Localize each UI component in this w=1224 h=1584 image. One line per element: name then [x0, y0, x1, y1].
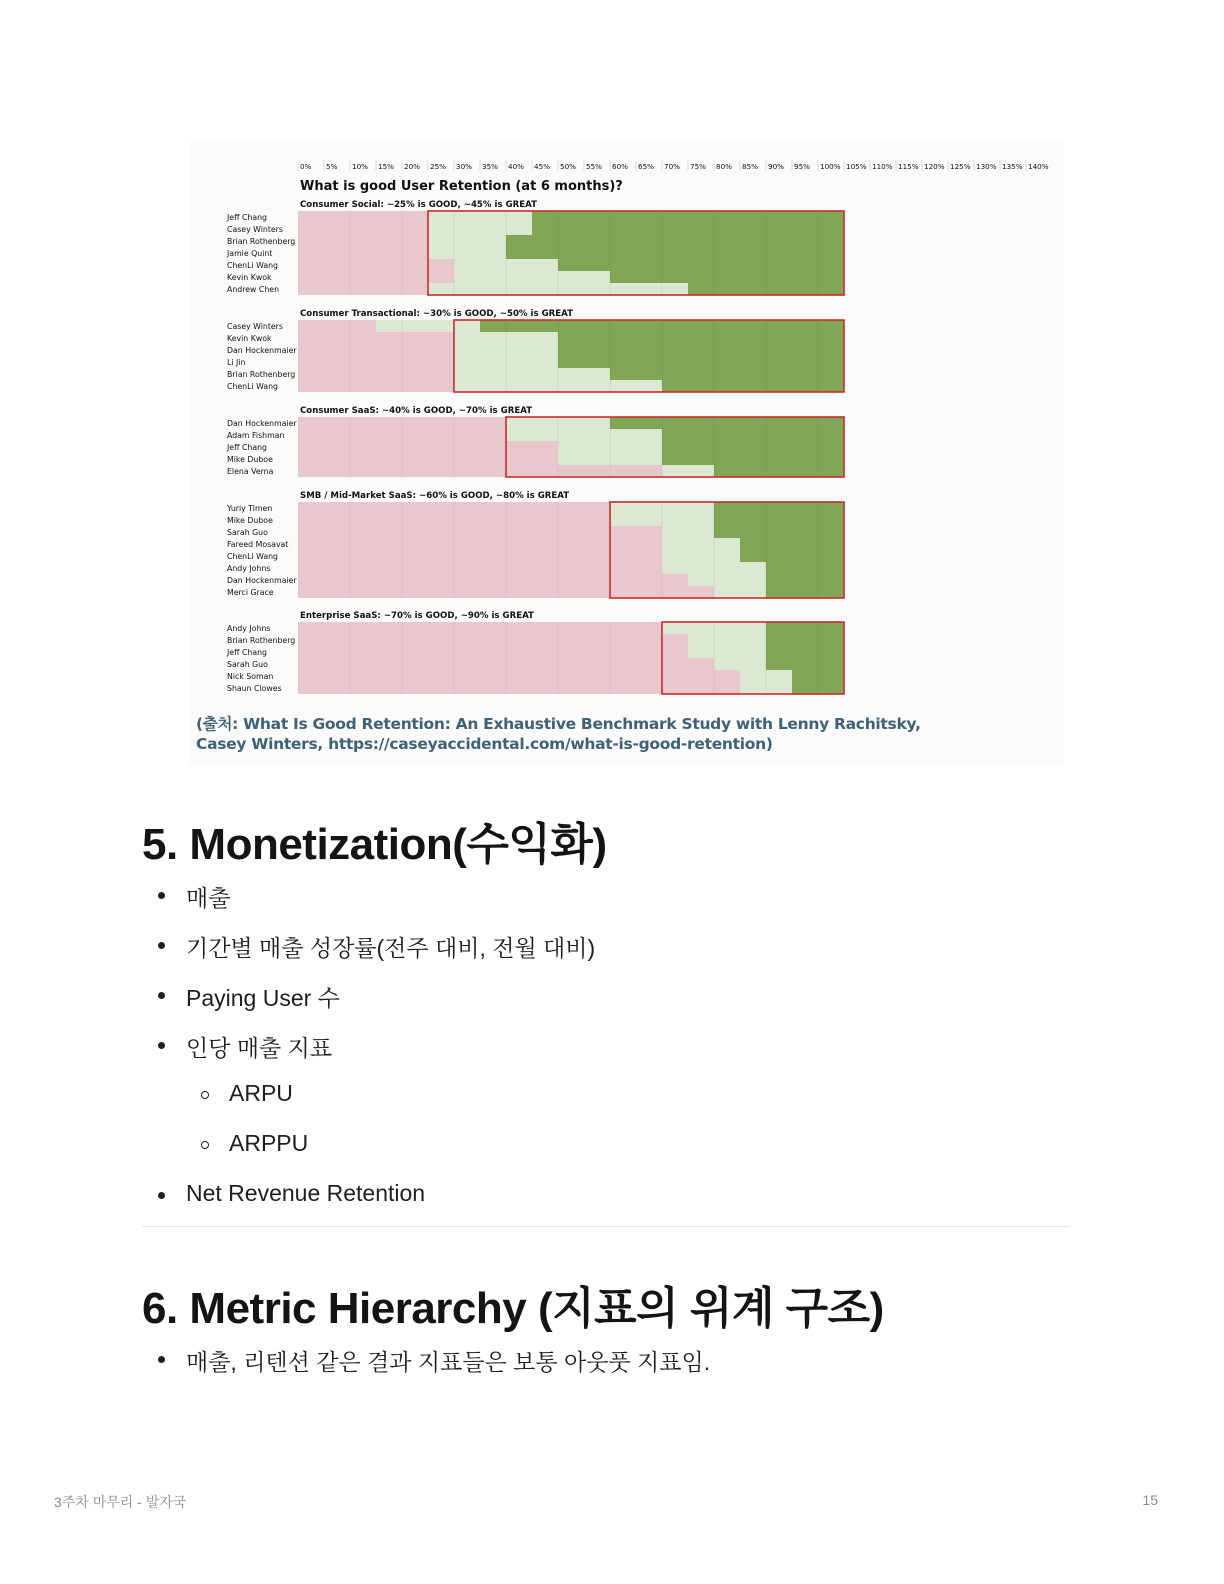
hollow-bullet-icon	[201, 1091, 209, 1099]
row-label: Shaun Clowes	[227, 684, 282, 693]
sub-list-item	[229, 1130, 308, 1157]
panel-title: Consumer SaaS: ~40% is GOOD, ~70% is GREAT	[300, 406, 533, 416]
row-label: ChenLi Wang	[227, 552, 278, 561]
row-label: Andrew Chen	[227, 285, 280, 294]
row-label: Elena Verna	[227, 467, 274, 476]
cell-good	[714, 586, 766, 598]
row-label: Mike Duboe	[227, 455, 273, 464]
x-tick-label: 125%	[950, 162, 971, 171]
row-label: Li Jin	[227, 358, 246, 367]
x-tick-label: 110%	[872, 162, 893, 171]
x-tick-label: 10%	[352, 162, 368, 171]
retention-benchmark-chart	[190, 140, 1064, 714]
cell-below-good	[298, 332, 454, 344]
section-divider	[142, 1226, 1070, 1227]
x-tick-label: 100%	[820, 162, 841, 171]
cell-below-good	[298, 380, 454, 392]
row-label: Andy Johns	[227, 624, 271, 633]
x-tick-label: 25%	[430, 162, 446, 171]
cell-below-good	[298, 670, 740, 682]
x-tick-label: 55%	[586, 162, 602, 171]
x-tick-label: 30%	[456, 162, 472, 171]
cell-below-good	[298, 562, 662, 574]
sub-list-item	[229, 1080, 293, 1107]
cell-below-good	[298, 356, 454, 368]
cell-below-good	[298, 634, 688, 646]
x-tick-label: 50%	[560, 162, 576, 171]
x-tick-label: 135%	[1002, 162, 1023, 171]
row-label: Adam Fishman	[227, 431, 285, 440]
cell-good	[428, 235, 506, 247]
cell-great	[766, 646, 844, 658]
cell-great	[766, 574, 844, 586]
cell-below-good	[298, 526, 662, 538]
cell-good	[662, 526, 714, 538]
cell-below-good	[298, 465, 662, 477]
x-tick-label: 85%	[742, 162, 758, 171]
cell-good	[662, 550, 740, 562]
section-heading-monetization: 5. Monetization(수익화)	[142, 820, 607, 869]
x-tick-label: 70%	[664, 162, 680, 171]
row-label: Fareed Mosavat	[227, 540, 289, 549]
cell-below-good	[298, 550, 662, 562]
caption-line-1: (출처: What Is Good Retention: An Exhaustive Benchmark Study with Lenny Rachitsky,	[196, 715, 921, 733]
cell-good	[428, 223, 532, 235]
x-tick-label: 90%	[768, 162, 784, 171]
cell-great	[740, 538, 844, 550]
cell-great	[662, 453, 844, 465]
row-label: ChenLi Wang	[227, 382, 278, 391]
cell-below-good	[298, 368, 454, 380]
row-label: Brian Rothenberg	[227, 237, 296, 246]
cell-below-good	[298, 235, 428, 247]
footer-document-title: 3주차 마무리 - 발자국	[54, 1494, 187, 1510]
x-tick-label: 115%	[898, 162, 919, 171]
row-label: Mike Duboe	[227, 516, 273, 525]
cell-below-good	[298, 320, 376, 332]
panel-title: Consumer Transactional: ~30% is GOOD, ~50% is GREAT	[300, 309, 573, 319]
row-label: Nick Soman	[227, 672, 274, 681]
row-label: Jeff Chang	[227, 648, 268, 657]
row-label: Andy Johns	[227, 564, 271, 573]
cell-below-good	[298, 682, 740, 694]
cell-great	[532, 223, 844, 235]
row-label: Dan Hockenmaier	[227, 346, 297, 355]
cell-great	[714, 502, 844, 514]
row-label: Brian Rothenberg	[227, 370, 296, 379]
row-label: Casey Winters	[227, 322, 283, 331]
row-label: Jamie Quint	[227, 249, 273, 258]
x-tick-label: 80%	[716, 162, 732, 171]
x-tick-label: 20%	[404, 162, 420, 171]
cell-great	[662, 441, 844, 453]
cell-below-good	[298, 283, 428, 295]
panel-title: Enterprise SaaS: ~70% is GOOD, ~90% is GREAT	[300, 611, 534, 621]
row-label: Brian Rothenberg	[227, 636, 296, 645]
cell-great	[558, 259, 844, 271]
chart-title: What is good User Retention (at 6 months)?	[300, 179, 623, 194]
cell-great	[766, 658, 844, 670]
cell-good	[428, 247, 506, 259]
cell-great	[766, 622, 844, 634]
x-tick-label: 0%	[300, 162, 312, 171]
bullet-icon	[158, 992, 165, 999]
cell-good	[454, 368, 610, 380]
cell-below-good	[298, 622, 662, 634]
row-label: Merci Grace	[227, 588, 274, 597]
x-tick-label: 5%	[326, 162, 338, 171]
cell-below-good	[298, 453, 558, 465]
cell-good	[688, 574, 766, 586]
cell-great	[714, 526, 844, 538]
caption-line-2: Casey Winters, https://caseyaccidental.com/what-is-good-retention)	[196, 735, 773, 753]
cell-great	[714, 514, 844, 526]
cell-great	[532, 211, 844, 223]
cell-great	[610, 368, 844, 380]
cell-good	[454, 271, 610, 283]
footer-page-number: 15	[1142, 1492, 1158, 1508]
x-tick-label: 75%	[690, 162, 706, 171]
cell-good	[428, 211, 532, 223]
cell-below-good	[298, 344, 454, 356]
row-label: Sarah Guo	[227, 660, 268, 669]
cell-below-good	[298, 223, 428, 235]
cell-below-good	[298, 247, 428, 259]
x-tick-label: 65%	[638, 162, 654, 171]
bullet-icon	[158, 892, 165, 899]
cell-below-good	[298, 538, 662, 550]
cell-below-good	[298, 259, 454, 271]
cell-great	[766, 634, 844, 646]
cell-great	[740, 550, 844, 562]
x-tick-label: 130%	[976, 162, 997, 171]
cell-below-good	[298, 271, 454, 283]
cell-great	[610, 417, 844, 429]
cell-great	[662, 429, 844, 441]
cell-good	[714, 658, 766, 670]
hollow-bullet-icon	[201, 1141, 209, 1149]
panel-title: Consumer Social: ~25% is GOOD, ~45% is GREAT	[300, 200, 537, 210]
x-tick-label: 35%	[482, 162, 498, 171]
list-item-text: 매출, 리텐션 같은 결과 지표들은 보통 아웃풋 지표임.	[186, 1349, 711, 1375]
cell-great	[506, 247, 844, 259]
bullet-icon	[158, 1192, 165, 1199]
cell-good	[688, 646, 766, 658]
row-label: Yuriy Timen	[227, 504, 273, 513]
cell-great	[766, 586, 844, 598]
list-item-text: Paying User 수	[186, 985, 340, 1011]
row-label: Kevin Kwok	[227, 334, 272, 343]
figure-caption	[196, 714, 1056, 754]
cell-below-good	[298, 574, 688, 586]
section-heading-metric-hierarchy: 6. Metric Hierarchy (지표의 위계 구조)	[142, 1284, 884, 1333]
row-label: Dan Hockenmaier	[227, 419, 297, 428]
cell-great	[766, 562, 844, 574]
bullet-icon	[158, 1356, 165, 1363]
row-label: Jeff Chang	[227, 443, 268, 452]
cell-great	[506, 235, 844, 247]
cell-below-good	[298, 441, 558, 453]
x-tick-label: 40%	[508, 162, 524, 171]
x-tick-label: 45%	[534, 162, 550, 171]
row-label: Sarah Guo	[227, 528, 268, 537]
list-item-text: 기간별 매출 성장률(전주 대비, 전월 대비)	[186, 935, 596, 961]
x-tick-label: 95%	[794, 162, 810, 171]
cell-below-good	[298, 646, 688, 658]
list-item	[186, 930, 595, 963]
list-item-text: 매출	[186, 885, 231, 911]
cell-good	[506, 429, 662, 441]
bullet-icon	[158, 942, 165, 949]
list-item-text: ARPU	[229, 1080, 293, 1106]
x-tick-label: 105%	[846, 162, 867, 171]
cell-great	[714, 465, 844, 477]
retention-benchmark-figure	[190, 140, 1064, 766]
list-item-text: ARPPU	[229, 1130, 309, 1156]
list-item-text: Net Revenue Retention	[186, 1180, 426, 1206]
cell-great	[610, 271, 844, 283]
x-tick-label: 15%	[378, 162, 394, 171]
row-label: Kevin Kwok	[227, 273, 272, 282]
cell-great	[558, 356, 844, 368]
row-label: Casey Winters	[227, 225, 283, 234]
x-tick-label: 60%	[612, 162, 628, 171]
row-label: Jeff Chang	[227, 213, 268, 222]
bullet-icon	[158, 1042, 165, 1049]
cell-good	[662, 465, 714, 477]
row-label: ChenLi Wang	[227, 261, 278, 270]
panel-title: SMB / Mid-Market SaaS: ~60% is GOOD, ~80% is GREAT	[300, 491, 570, 501]
list-item	[186, 1030, 332, 1063]
cell-good	[688, 634, 766, 646]
cell-below-good	[298, 211, 428, 223]
cell-great	[558, 344, 844, 356]
x-tick-label: 120%	[924, 162, 945, 171]
list-item-text: 인당 매출 지표	[186, 1035, 333, 1061]
cell-great	[662, 380, 844, 392]
row-label: Dan Hockenmaier	[227, 576, 297, 585]
cell-good	[662, 538, 740, 550]
list-item	[186, 880, 230, 913]
x-tick-label: 140%	[1028, 162, 1049, 171]
cell-good	[376, 320, 480, 332]
cell-great	[558, 332, 844, 344]
list-item	[186, 980, 340, 1013]
list-item	[186, 1344, 710, 1377]
list-item	[186, 1180, 425, 1207]
